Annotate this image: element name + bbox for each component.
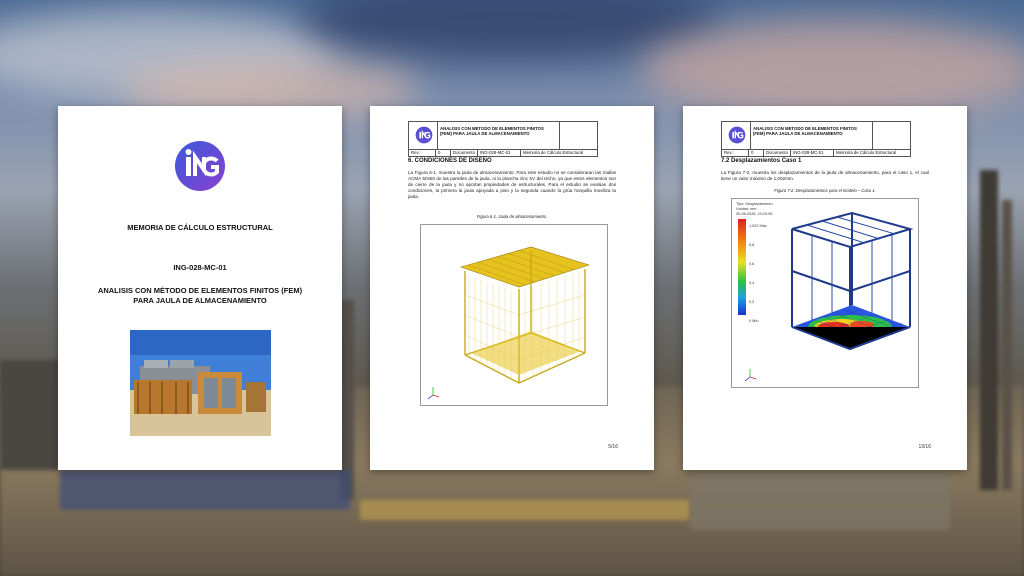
doc-type: Memoria de Cálculo Estructural bbox=[836, 150, 896, 155]
ing-logo-icon bbox=[728, 126, 746, 144]
header-title-line1: ANALISIS CON METODO DE ELEMENTOS FINITOS bbox=[753, 126, 857, 131]
cover-title-line1: ANALISIS CON MÉTODO DE ELEMENTOS FINITOS (FEM) bbox=[97, 286, 303, 295]
cover-heading: MEMORIA DE CÁLCULO ESTRUCTURAL bbox=[127, 223, 273, 232]
header-title-line2: (FEM) PARA JAULA DE ALMACENAMIENTO bbox=[753, 131, 843, 136]
doc-type: Memoria de Cálculo Estructural bbox=[523, 150, 583, 155]
cover-photo bbox=[130, 330, 271, 436]
legend-title: Tipo: Desplazamiento bbox=[736, 202, 773, 206]
page-header bbox=[721, 121, 911, 157]
cover-title-line2: PARA JAULA DE ALMACENAMIENTO bbox=[133, 296, 267, 305]
rev-label: Rev.: bbox=[722, 150, 749, 156]
doc-value: ING-028-MC-01 bbox=[791, 150, 834, 156]
ing-logo-icon bbox=[173, 139, 227, 193]
cage-figure bbox=[420, 224, 608, 406]
ing-logo-icon bbox=[415, 126, 433, 144]
rev-value: 0 bbox=[749, 150, 764, 156]
legend-value: 0,6 bbox=[749, 262, 755, 266]
legend-unit: Unidad: mm bbox=[736, 207, 757, 211]
rev-label: Rev.: bbox=[409, 150, 436, 156]
figure-caption: Figura 7-2. Desplazamientos para el modelo – Caso 1. bbox=[774, 188, 876, 193]
cover-page bbox=[58, 106, 342, 470]
page-5 bbox=[370, 106, 654, 470]
figure-caption: Figura 6-1. Jaula de almacenamiento. bbox=[476, 214, 548, 219]
page-number: 13/16 bbox=[918, 444, 931, 450]
rev-value: 0 bbox=[436, 150, 451, 156]
doc-value: ING-028-MC-01 bbox=[478, 150, 521, 156]
body-paragraph: La Figura 7-2, muestra los desplazamientos de la jaula de almacenamiento, para el caso 1, el cual tiene un valor máximo de 1,002mm. bbox=[721, 170, 929, 181]
section-heading: 7.2 Desplazamientos Caso 1 bbox=[721, 158, 802, 164]
header-title-line1: ANALISIS CON METODO DE ELEMENTOS FINITOS bbox=[440, 126, 544, 131]
doc-label: Documento bbox=[451, 150, 478, 156]
doc-label: Documento bbox=[764, 150, 791, 156]
legend-value: 0,8 bbox=[749, 243, 755, 247]
body-paragraph: La Figura 6-1, muestra la jaula de almacenamiento. Para este estudio no se consideraran las mallas ACMA 50x50 de las paredes de la jaula, ni la plancha zinc 5V del techo, ya que estos elementos son de cierre de la jaula y no aportan propiedades de estructurales. Para el estudio se evalúan dos condiciones, la primera la jaula apoyada a piso y la segunda cuando la grúa horquilla moviliza la jaula. bbox=[408, 170, 616, 199]
legend-value: 0,2 bbox=[749, 300, 755, 304]
page-header bbox=[408, 121, 598, 157]
page-13 bbox=[683, 106, 967, 470]
legend-date: 30-06-2025, 23:20:05 bbox=[736, 212, 773, 216]
page-number: 5/16 bbox=[608, 444, 618, 450]
section-heading: 6. CONDICIONES DE DISEÑO bbox=[408, 158, 492, 164]
legend-value: 0 Mín bbox=[749, 319, 759, 323]
legend-value: 0,4 bbox=[749, 281, 755, 285]
fem-displacement-figure bbox=[731, 198, 919, 388]
legend-value: 1,002 Máx bbox=[749, 224, 767, 228]
document-code: ING-028-MC-01 bbox=[173, 263, 227, 272]
header-title-line2: (FEM) PARA JAULA DE ALMACENAMIENTO bbox=[440, 131, 530, 136]
